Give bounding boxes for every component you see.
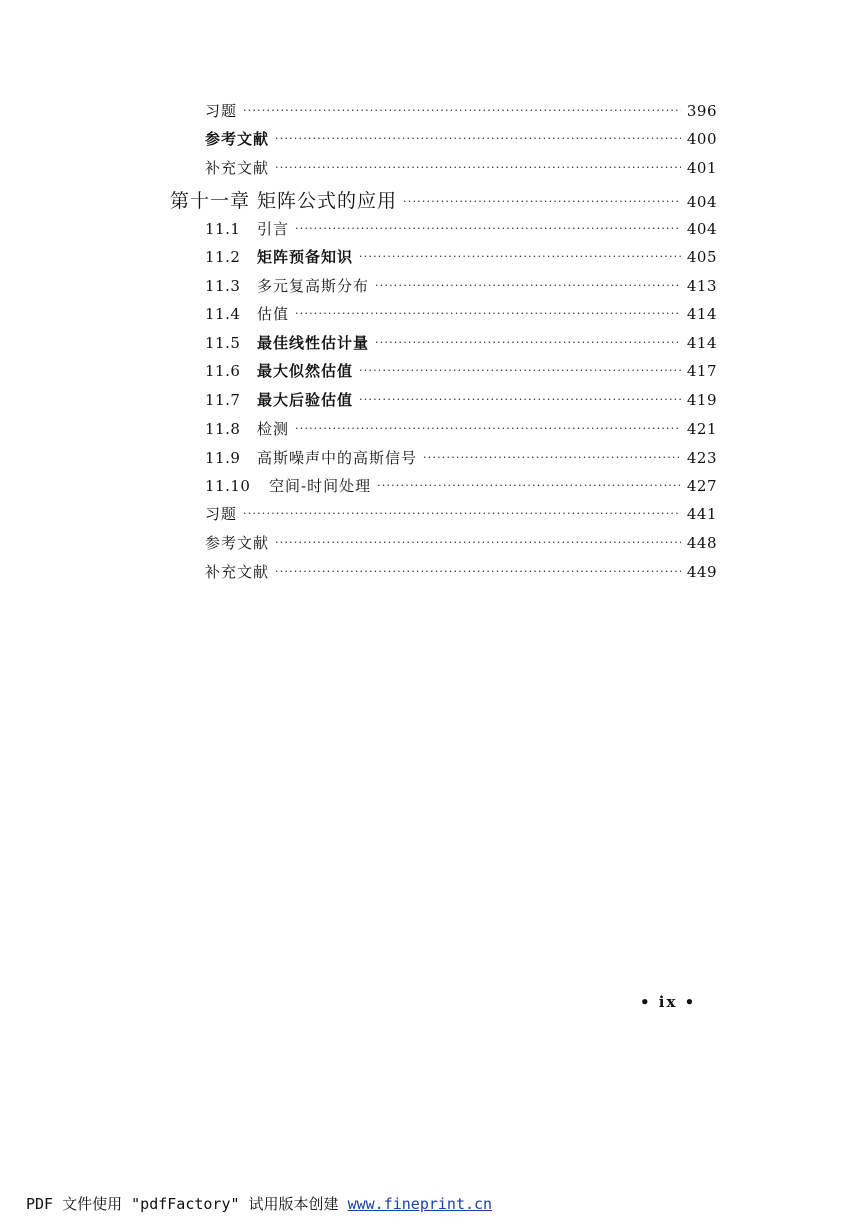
toc-entry-page: 401 <box>686 159 717 177</box>
toc-section-11-7 <box>205 389 717 413</box>
toc-entry-label: 最佳线性估计量 <box>257 334 370 352</box>
toc-section-number: 11.1 <box>205 220 241 238</box>
toc-section-number: 11.9 <box>205 449 241 467</box>
toc-entry-label: 习题 <box>205 505 238 523</box>
toc-section-number: 11.7 <box>205 391 241 409</box>
toc-entry-page: 404 <box>686 220 717 238</box>
toc-entry-page: 448 <box>686 534 717 552</box>
toc-section-11-10 <box>205 475 717 499</box>
toc-leader-dots <box>359 393 681 406</box>
toc-entry-page: 396 <box>686 102 717 120</box>
toc-entry-page: 449 <box>686 563 717 581</box>
toc-leader-dots <box>377 479 681 492</box>
toc-section-number: 11.5 <box>205 334 241 352</box>
toc-entry-page: 441 <box>686 505 717 523</box>
toc-section-11-5 <box>205 332 717 356</box>
toc-section-number: 11.2 <box>205 248 241 266</box>
toc-section-11-4 <box>205 303 717 327</box>
toc-entry-label: 空间-时间处理 <box>269 477 372 495</box>
toc-entry-label: 矩阵预备知识 <box>257 248 354 266</box>
toc-leader-dots <box>275 132 681 145</box>
toc-entry-page: 400 <box>686 130 717 148</box>
toc-leader-dots <box>295 422 681 435</box>
toc-leader-dots <box>359 250 681 263</box>
toc-leader-dots <box>375 279 681 292</box>
toc-entry-page: 414 <box>686 305 717 323</box>
toc-entry-label: 补充文献 <box>205 563 270 581</box>
toc-entry-supplementary-references <box>205 157 717 181</box>
toc-leader-dots <box>359 364 681 377</box>
toc-entry-label: 习题 <box>205 102 238 120</box>
toc-entry-page: 419 <box>686 391 717 409</box>
toc-section-11-1 <box>205 218 717 242</box>
toc-leader-dots <box>243 104 681 117</box>
toc-entry-label: 最大似然估值 <box>257 362 354 380</box>
toc-entry-label: 检测 <box>257 420 290 438</box>
toc-section-number: 11.4 <box>205 305 241 323</box>
toc-leader-dots <box>295 307 681 320</box>
toc-section-11-6 <box>205 360 717 384</box>
toc-entry-label: 引言 <box>257 220 290 238</box>
toc-entry-references <box>205 532 717 556</box>
footer-text: PDF 文件使用 "pdfFactory" 试用版本创建 <box>26 1195 348 1213</box>
toc-entry-page: 421 <box>686 420 717 438</box>
toc-entry-label: 多元复高斯分布 <box>257 277 370 295</box>
footer-link[interactable]: www.fineprint.cn <box>347 1195 493 1213</box>
toc-chapter-label: 第十一章 矩阵公式的应用 <box>170 190 398 212</box>
toc-entry-page: 414 <box>686 334 717 352</box>
toc-leader-dots <box>375 336 681 349</box>
toc-entry-label: 高斯噪声中的高斯信号 <box>257 449 418 467</box>
toc-entry-references <box>205 128 717 152</box>
toc-leader-dots <box>275 161 681 174</box>
toc-section-number: 11.8 <box>205 420 241 438</box>
toc-entry-page: 417 <box>686 362 717 380</box>
toc-leader-dots <box>403 195 681 208</box>
toc-entry-exercises <box>205 503 717 527</box>
toc-entry-page: 423 <box>686 449 717 467</box>
toc-entry-label: 估值 <box>257 305 290 323</box>
toc-entry-exercises <box>205 100 717 124</box>
toc-section-11-2 <box>205 246 717 270</box>
toc-leader-dots <box>423 451 681 464</box>
toc-leader-dots <box>275 536 681 549</box>
toc-entry-page: 427 <box>686 477 717 495</box>
toc-entry-page: 413 <box>686 277 717 295</box>
toc-entry-label: 补充文献 <box>205 159 270 177</box>
toc-entry-label: 参考文献 <box>205 534 270 552</box>
toc-section-number: 11.6 <box>205 362 241 380</box>
page-number: • ix • <box>640 993 697 1011</box>
toc-section-11-3 <box>205 275 717 299</box>
toc-leader-dots <box>275 565 681 578</box>
toc-entry-supplementary-references <box>205 561 717 585</box>
toc-section-number: 11.10 <box>205 477 251 495</box>
toc-leader-dots <box>295 222 681 235</box>
toc-section-11-9 <box>205 447 717 471</box>
toc-leader-dots <box>243 507 681 520</box>
toc-entry-label: 参考文献 <box>205 130 270 148</box>
toc-section-11-8 <box>205 418 717 442</box>
toc-section-number: 11.3 <box>205 277 241 295</box>
toc-entry-page: 404 <box>686 193 717 211</box>
toc-chapter-heading <box>170 186 717 210</box>
pdf-footer <box>26 1193 492 1214</box>
toc-entry-label: 最大后验估值 <box>257 391 354 409</box>
toc-entry-page: 405 <box>686 248 717 266</box>
